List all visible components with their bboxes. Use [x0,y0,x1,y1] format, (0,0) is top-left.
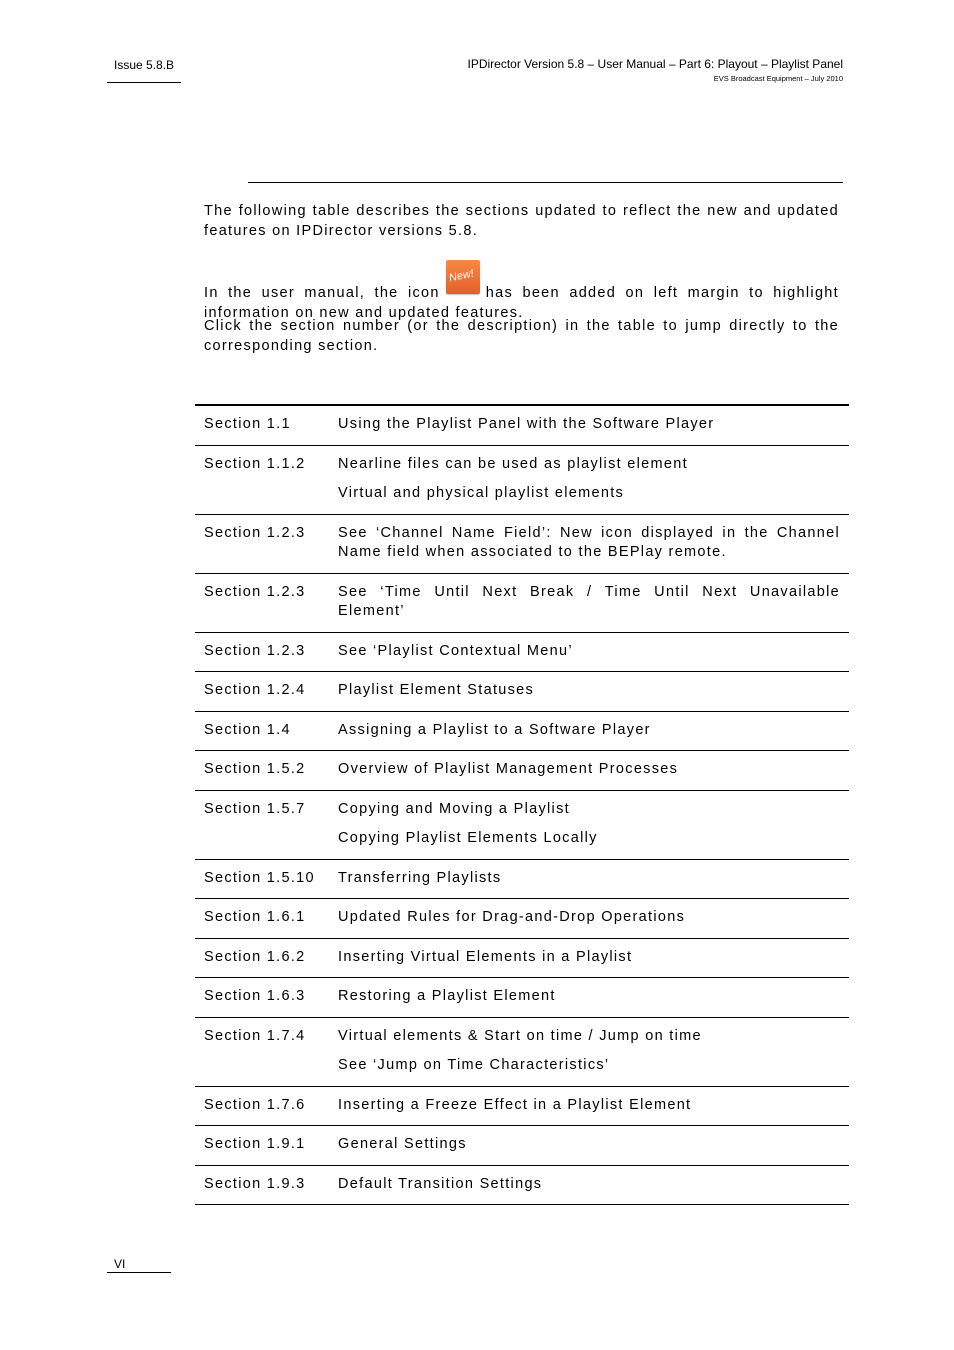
section-description[interactable] [338,1175,840,1195]
section-description[interactable] [338,948,840,968]
document-title: IPDirector Version 5.8 – User Manual – Part 6: Playout – Playlist Panel [467,57,843,71]
section-link[interactable]: Section 1.9.3 [204,1175,306,1192]
table-row[interactable] [195,978,849,1018]
document-subtitle: EVS Broadcast Equipment – July 2010 [713,74,843,83]
table-row[interactable] [195,515,849,574]
section-link[interactable]: Section 1.2.3 [204,524,306,541]
intro-paragraph-2-end: has been added on left margin to highlight information on new and updated features. [204,285,840,321]
section-description[interactable] [338,800,840,849]
new-badge-icon: New! [446,260,480,294]
section-description[interactable] [338,642,840,662]
section-description[interactable] [338,760,840,780]
section-description[interactable] [338,721,840,741]
section-description[interactable] [338,1096,840,1116]
footer-divider [107,1272,171,1273]
table-row[interactable] [195,1126,849,1166]
section-description[interactable] [338,455,840,504]
table-row[interactable] [195,633,849,673]
description-line[interactable]: Using the Playlist Panel with the Software Player [338,416,715,432]
section-link[interactable]: Section 1.6.1 [204,909,306,925]
section-link[interactable]: Section 1.2.3 [204,583,306,600]
description-line[interactable]: See ‘Playlist Contextual Menu’ [338,642,573,659]
table-row[interactable] [195,939,849,979]
section-link[interactable]: Section 1.7.6 [204,1096,306,1113]
section-link[interactable]: Section 1.4 [204,721,291,738]
description-line[interactable]: See ‘Jump on Time Characteristics’ [338,1057,610,1073]
description-line[interactable]: Updated Rules for Drag-and-Drop Operations [338,909,686,925]
section-description[interactable] [338,583,840,622]
intro-paragraph-2 [204,269,839,323]
header-divider [107,82,181,83]
table-row[interactable] [195,446,849,515]
section-description[interactable] [338,987,840,1007]
description-line[interactable]: General Settings [338,1136,467,1152]
description-line[interactable]: See ‘Channel Name Field’: New icon displayed in the Channel Name field when associated to the BEPlay remote. [338,524,840,560]
description-line[interactable]: Default Transition Settings [338,1175,543,1192]
section-link[interactable]: Section 1.2.4 [204,682,306,698]
description-line[interactable]: Virtual and physical playlist elements [338,485,625,501]
description-line[interactable]: Inserting a Freeze Effect in a Playlist Element [338,1096,692,1113]
section-description[interactable] [338,415,840,435]
section-link[interactable]: Section 1.1.2 [204,455,306,472]
table-row[interactable] [195,406,849,446]
section-link[interactable]: Section 1.9.1 [204,1136,306,1152]
section-link[interactable]: Section 1.5.7 [204,800,306,817]
section-link[interactable]: Section 1.5.10 [204,869,315,886]
section-description[interactable] [338,1027,840,1076]
table-row[interactable] [195,1166,849,1206]
description-line[interactable]: Copying and Moving a Playlist [338,800,570,817]
section-description[interactable] [338,869,840,889]
section-description[interactable] [338,524,840,563]
table-row[interactable] [195,751,849,791]
section-description[interactable] [338,1135,840,1155]
section-link[interactable]: Section 1.2.3 [204,642,306,659]
description-line[interactable]: Playlist Element Statuses [338,682,535,698]
section-link[interactable]: Section 1.6.2 [204,948,306,965]
section-description[interactable] [338,681,840,701]
intro-paragraph-2-start: In the user manual, the icon [204,285,440,301]
description-line[interactable]: Overview of Playlist Management Processes [338,761,679,777]
section-link[interactable]: Section 1.6.3 [204,988,306,1004]
description-line[interactable]: Copying Playlist Elements Locally [338,830,598,846]
table-row[interactable] [195,712,849,752]
description-line[interactable]: Assigning a Playlist to a Software Player [338,721,651,738]
table-row[interactable] [195,860,849,900]
table-row[interactable] [195,574,849,633]
issue-label: Issue 5.8.B [114,58,175,72]
section-link[interactable]: Section 1.1 [204,416,291,432]
table-row[interactable] [195,899,849,939]
intro-paragraph-3: Click the section number (or the description) in the table to jump directly to the corresponding section. [204,318,839,354]
table-row[interactable] [195,791,849,860]
updates-table [195,404,849,1205]
description-line[interactable]: Transferring Playlists [338,869,502,886]
page-number: VI [114,1257,126,1271]
section-link[interactable]: Section 1.5.2 [204,761,306,777]
table-row[interactable] [195,1087,849,1127]
table-row[interactable] [195,1018,849,1087]
section-link[interactable]: Section 1.7.4 [204,1027,306,1044]
table-row[interactable] [195,672,849,712]
section-description[interactable] [338,908,840,928]
section-divider [248,182,843,183]
description-line[interactable]: Nearline files can be used as playlist element [338,455,688,472]
description-line[interactable]: Restoring a Playlist Element [338,988,556,1004]
description-line[interactable]: Virtual elements & Start on time / Jump on time [338,1027,702,1044]
description-line[interactable]: Inserting Virtual Elements in a Playlist [338,948,633,965]
description-line[interactable]: See ‘Time Until Next Break / Time Until Next Unavailable Element’ [338,583,840,619]
intro-paragraph-1: The following table describes the sections updated to reflect the new and updated features on IPDirector versions 5.8. [204,203,839,239]
